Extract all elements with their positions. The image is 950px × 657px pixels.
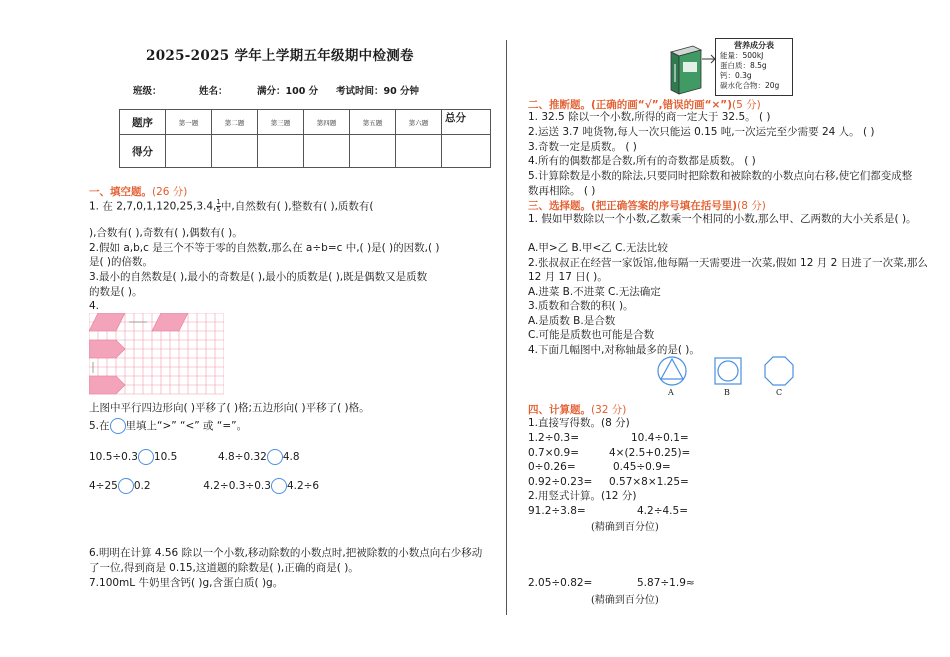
name-label: 姓名： [199, 86, 228, 97]
q3-line-2: 的数是( )。 [89, 286, 143, 298]
q2-line-2: 是( )的倍数。 [89, 256, 154, 268]
figure-label-c: C [776, 388, 783, 397]
section-1-title: 一、填空题。(26 分) [89, 186, 188, 198]
figure-a-triangle [661, 359, 683, 379]
score-col-1: 第一题 [166, 110, 212, 135]
calc-4b: 0.57×8×1.25= [609, 476, 689, 488]
figure-c-octagon [765, 357, 793, 385]
choice-q2-line-1: 2.张叔叔正在经营一家饭馆,他每隔一天需要进一次菜,假如 12 月 2 日进了一次菜,那么 [528, 257, 928, 269]
q5-row-2: 4÷25 0.2 4.2÷0.3÷0.3 4.2÷6 [89, 480, 320, 492]
q3-line-1: 3.最小的自然数是( ),最小的奇数是( ),最小的质数是( ),既是偶数又是质数 [89, 271, 428, 283]
score-cell[interactable] [350, 135, 396, 168]
score-row-label: 题序 [120, 110, 166, 135]
calc-1b: 10.4÷0.1= [631, 432, 689, 444]
section-2-title: 二、推断题。(正确的画“√”,错误的画“×”)(5 分) [528, 99, 761, 111]
q5-row-1: 10.5÷0.3 10.5 4.8÷0.32 4.8 [89, 451, 300, 463]
choice-q2-options: A.进菜 B.不进菜 C.无法确定 [528, 286, 661, 298]
calc-3a: 0÷0.26= [528, 461, 576, 473]
vertical-1b: 4.2÷4.5= [637, 505, 688, 517]
score-col-2: 第二题 [212, 110, 258, 135]
nutrition-calcium: 钙：0.3g [720, 71, 752, 80]
judge-q5-line-2: 数再相除。 ( ) [528, 185, 596, 197]
vertical-1a: 91.2÷3.8= [528, 505, 586, 517]
score-cell[interactable] [304, 135, 350, 168]
translation-grid-figure [89, 313, 224, 395]
judge-q3: 3.奇数一定是质数。 ( ) [528, 141, 637, 153]
judge-q5-line-1: 5.计算除数是小数的除法,只要同时把除数和被除数的小数点向右移,使它们都变成整 [528, 170, 913, 182]
calc-2b: 4×(2.5+0.25)= [609, 447, 691, 459]
score-row-label-2: 得分 [120, 135, 166, 168]
section-3-title: 三、选择题。(把正确答案的序号填在括号里)(8 分) [528, 200, 766, 212]
figure-b-square [715, 358, 741, 384]
compare-blank[interactable] [271, 478, 287, 494]
q1-line-2: ),合数有( ),奇数有( ),偶数有( )。 [89, 227, 243, 239]
choice-q3-option-c: C.可能是质数也可能是合数 [528, 329, 655, 341]
figure-b-circle [718, 361, 738, 381]
compare-blank[interactable] [118, 478, 134, 494]
q6-line-2: 了一位,得到商是 0.15,这道题的除数是( ),正确的商是( )。 [89, 562, 359, 574]
column-divider [506, 40, 507, 615]
choice-q3-options-ab: A.是质数 B.是合数 [528, 315, 616, 327]
choice-q3: 3.质数和合数的积( )。 [528, 300, 634, 312]
score-total-label: 总分 [442, 110, 491, 135]
score-col-3: 第三题 [258, 110, 304, 135]
vertical-2a: 2.05÷0.82= [528, 577, 593, 589]
calc-1a: 1.2÷0.3= [528, 432, 579, 444]
compare-blank[interactable] [267, 449, 283, 465]
figure-label-a: A [668, 388, 674, 397]
page-title: 2025-2025 学年上学期五年级期中检测卷 [146, 48, 414, 64]
q2-line-1: 2.假如 a,b,c 是三个不等于零的自然数,那么在 a÷b=c 中,( )是( )的因数,( ) [89, 242, 440, 254]
figure-a-circle [658, 357, 686, 385]
score-col-5: 第五题 [350, 110, 396, 135]
judge-q4: 4.所有的偶数都是合数,所有的奇数都是质数。 ( ) [528, 155, 756, 167]
calc-3b: 0.45÷0.9= [613, 461, 671, 473]
section-4-title: 四、计算题。(32 分) [528, 404, 627, 416]
nutrition-carbs: 碳水化合物：20g [720, 81, 780, 90]
compare-circle-icon [110, 418, 126, 434]
class-label: 班级： [133, 86, 162, 97]
choice-q2-line-2: 12 月 17 日( )。 [528, 271, 608, 283]
q7-line: 7.100mL 牛奶里含钙( )g,含蛋白质( )g。 [89, 577, 284, 589]
nutrition-protein: 蛋白质：8.5g [720, 61, 767, 70]
symmetry-figures [655, 355, 805, 401]
calc-sub2: 2.用竖式计算。(12 分) [528, 490, 637, 502]
q1-line-1: 1. 在 $2,7,0,1,120,25,3.4,\frac{1}{5}$中,自然数有( ),整数有( ),质数有( [89, 198, 374, 214]
full-score: 满分：100 分 [257, 86, 319, 97]
vertical-2b: 5.87÷1.9≈ [637, 577, 695, 589]
q6-line-1: 6.明明在计算 4.56 除以一个小数,移动除数的小数点时,把被除数的小数点向右少移动 [89, 547, 483, 559]
figure-label-b: B [724, 388, 730, 397]
choice-q1-options: A.甲>乙 B.甲<乙 C.无法比较 [528, 242, 668, 254]
fraction: $\frac{1}{5}$ [216, 198, 221, 214]
score-cell[interactable] [442, 135, 491, 168]
q4-text: 上图中平行四边形向( )平移了( )格;五边形向( )平移了( )格。 [89, 402, 370, 414]
score-cell[interactable] [258, 135, 304, 168]
nutrition-table [715, 38, 793, 96]
nutrition-energy: 能量：500kJ [720, 51, 764, 60]
compare-blank[interactable] [138, 449, 154, 465]
choice-q1: 1. 假如甲数除以一个小数,乙数乘一个相同的小数,那么甲、乙两数的大小关系是( )。 [528, 213, 917, 225]
milk-carton-icon [667, 42, 703, 96]
score-col-4: 第四题 [304, 110, 350, 135]
q5-instruction: 5.在 里填上“>” “<” 或 “=”。 [89, 420, 248, 432]
calc-2a: 0.7×0.9= [528, 447, 579, 459]
score-cell[interactable] [396, 135, 442, 168]
calc-sub1: 1.直接写得数。(8 分) [528, 417, 630, 429]
score-cell[interactable] [212, 135, 258, 168]
judge-q2: 2.运送 3.7 吨货物,每人一次只能运 0.15 吨,一次运完至少需要 24 人。 ( ) [528, 126, 875, 138]
exam-time: 考试时间：90 分钟 [336, 86, 420, 97]
score-cell[interactable] [166, 135, 212, 168]
choice-q4: 4.下面几幅图中,对称轴最多的是( )。 [528, 344, 700, 356]
judge-q1: 1. 32.5 除以一个小数,所得的商一定大于 32.5。 ( ) [528, 111, 771, 123]
q4-label: 4. [89, 300, 100, 312]
score-col-6: 第六题 [396, 110, 442, 135]
calc-4a: 0.92÷0.23= [528, 476, 593, 488]
precision-note-2: (精确到百分位) [591, 595, 659, 606]
score-table [119, 109, 491, 168]
precision-note-1: (精确到百分位) [591, 522, 659, 533]
nutrition-title: 营养成分表 [734, 41, 774, 50]
